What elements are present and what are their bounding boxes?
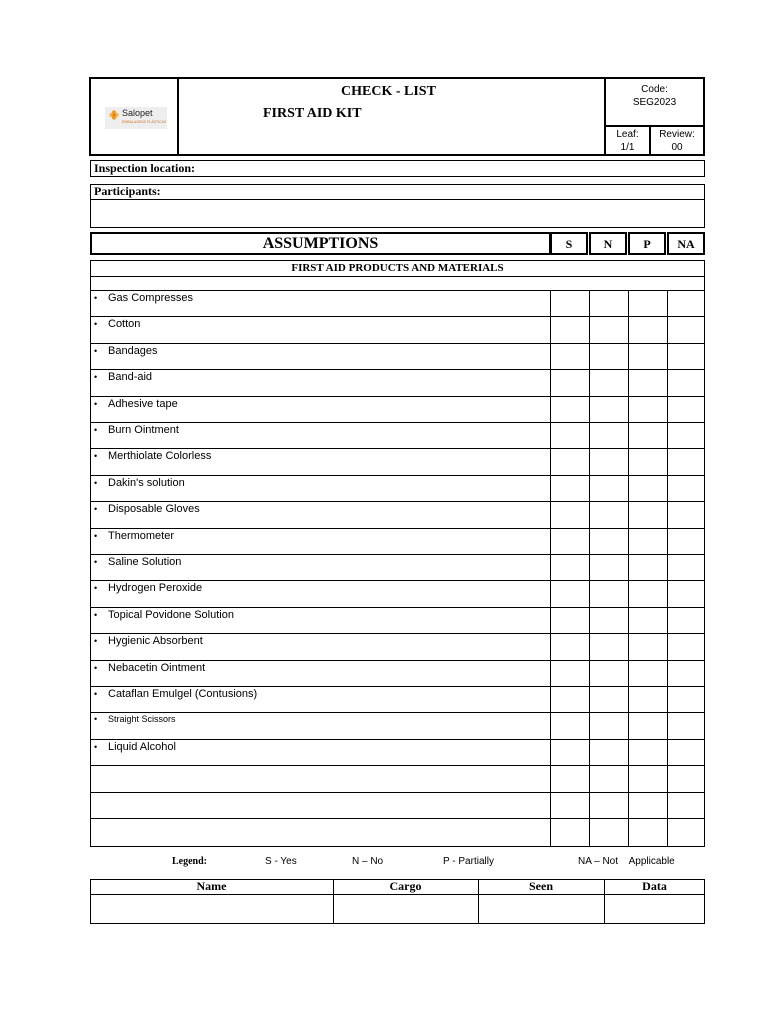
list-item-label: Gas Compresses bbox=[108, 292, 193, 304]
list-item bbox=[94, 662, 205, 674]
list-item bbox=[94, 398, 178, 410]
logo-tagline: EMBALAGENS PLÁSTICAS bbox=[122, 120, 167, 124]
check-cell-s[interactable] bbox=[551, 397, 588, 421]
check-cell-s[interactable] bbox=[551, 687, 588, 711]
check-cell-na[interactable] bbox=[668, 766, 705, 790]
bullet-icon: • bbox=[94, 742, 98, 752]
check-cell-p[interactable] bbox=[629, 581, 666, 605]
check-cell-na[interactable] bbox=[668, 793, 705, 817]
list-item-label: Nebacetin Ointment bbox=[108, 662, 206, 674]
bullet-icon: • bbox=[94, 478, 98, 488]
check-cell-p[interactable] bbox=[629, 423, 666, 447]
section-title: FIRST AID PRODUCTS AND MATERIALS bbox=[291, 262, 504, 274]
check-cell-s[interactable] bbox=[551, 344, 588, 368]
list-item-label: Disposable Gloves bbox=[108, 503, 200, 515]
check-cell-n[interactable] bbox=[590, 687, 627, 711]
review-cell bbox=[651, 127, 703, 154]
legend-s: S - Yes bbox=[265, 856, 297, 867]
check-cell-s[interactable] bbox=[551, 766, 588, 790]
check-cell-n[interactable] bbox=[590, 344, 627, 368]
list-item-label: Cataflan Emulgel (Contusions) bbox=[108, 688, 258, 700]
flower-logo-icon bbox=[109, 110, 119, 120]
check-cell-na[interactable] bbox=[668, 317, 705, 341]
check-cell-s[interactable] bbox=[551, 555, 588, 579]
list-item bbox=[94, 714, 176, 724]
section-divider bbox=[90, 276, 705, 277]
check-cell-na[interactable] bbox=[668, 423, 705, 447]
list-item-label: Merthiolate Colorless bbox=[108, 450, 212, 462]
review-value: 00 bbox=[671, 142, 683, 153]
col-header-na: NA bbox=[667, 232, 705, 255]
check-cell-na[interactable] bbox=[668, 581, 705, 605]
check-cell-n[interactable] bbox=[590, 634, 627, 658]
list-item bbox=[94, 292, 193, 304]
check-cell-na[interactable] bbox=[668, 502, 705, 526]
list-item bbox=[94, 688, 257, 700]
list-item-label: Dakin's solution bbox=[108, 477, 185, 489]
check-cell-p[interactable] bbox=[629, 766, 666, 790]
list-item bbox=[94, 556, 181, 568]
check-cell-p[interactable] bbox=[629, 317, 666, 341]
bullet-icon: • bbox=[94, 504, 98, 514]
check-cell-n[interactable] bbox=[590, 529, 627, 553]
bullet-icon: • bbox=[94, 425, 98, 435]
check-cell-p[interactable] bbox=[629, 793, 666, 817]
list-item-label: Burn Ointment bbox=[108, 424, 179, 436]
check-cell-n[interactable] bbox=[590, 740, 627, 764]
bullet-icon: • bbox=[94, 714, 98, 724]
leaf-cell bbox=[606, 127, 651, 154]
check-cell-s[interactable] bbox=[551, 502, 588, 526]
list-item-label: Liquid Alcohol bbox=[108, 741, 176, 753]
legend-label: Legend: bbox=[172, 856, 207, 867]
list-item-label: Saline Solution bbox=[108, 556, 182, 568]
document-title: CHECK - LIST bbox=[341, 84, 436, 99]
leaf-label: Leaf: bbox=[616, 129, 639, 140]
check-cell-na[interactable] bbox=[668, 687, 705, 711]
list-item bbox=[94, 424, 179, 436]
signoff-seen-field[interactable] bbox=[479, 894, 604, 924]
bullet-icon: • bbox=[94, 636, 98, 646]
list-item bbox=[94, 450, 211, 462]
check-cell-p[interactable] bbox=[629, 713, 666, 737]
list-item-label: Band-aid bbox=[108, 371, 153, 383]
list-item bbox=[94, 477, 185, 489]
check-cell-na[interactable] bbox=[668, 370, 705, 394]
check-cell-s[interactable] bbox=[551, 449, 588, 473]
check-cell-n[interactable] bbox=[590, 449, 627, 473]
bullet-icon: • bbox=[94, 372, 98, 382]
list-item-label: Topical Povidone Solution bbox=[108, 609, 234, 621]
title-cell bbox=[177, 79, 606, 154]
bullet-icon: • bbox=[94, 557, 98, 567]
check-cell-n[interactable] bbox=[590, 502, 627, 526]
check-cell-p[interactable] bbox=[629, 555, 666, 579]
legend-p: P - Partially bbox=[443, 856, 494, 867]
check-cell-n[interactable] bbox=[590, 819, 627, 843]
signoff-header-name: Name bbox=[196, 879, 227, 893]
list-item bbox=[94, 503, 200, 515]
bullet-icon: • bbox=[94, 451, 98, 461]
check-cell-s[interactable] bbox=[551, 423, 588, 447]
check-cell-na[interactable] bbox=[668, 819, 705, 843]
check-cell-p[interactable] bbox=[629, 819, 666, 843]
check-cell-p[interactable] bbox=[629, 608, 666, 632]
check-cell-p[interactable] bbox=[629, 397, 666, 421]
check-cell-n[interactable] bbox=[590, 793, 627, 817]
list-item-label: Adhesive tape bbox=[108, 398, 178, 410]
check-cell-n[interactable] bbox=[590, 608, 627, 632]
check-cell-p[interactable] bbox=[629, 291, 666, 315]
col-header-p: P bbox=[628, 232, 666, 255]
document-header bbox=[89, 77, 705, 156]
bullet-icon: • bbox=[94, 399, 98, 409]
legend-na: NA – Not Applicable bbox=[578, 856, 675, 867]
check-cell-s[interactable] bbox=[551, 370, 588, 394]
check-cell-p[interactable] bbox=[629, 687, 666, 711]
check-cell-p[interactable] bbox=[629, 344, 666, 368]
check-cell-na[interactable] bbox=[668, 529, 705, 553]
check-cell-na[interactable] bbox=[668, 449, 705, 473]
list-item-label: Straight Scissors bbox=[108, 714, 176, 724]
bullet-icon: • bbox=[94, 346, 98, 356]
check-cell-n[interactable] bbox=[590, 397, 627, 421]
bullet-icon: • bbox=[94, 610, 98, 620]
check-cell-n[interactable] bbox=[590, 581, 627, 605]
check-cell-n[interactable] bbox=[590, 317, 627, 341]
check-cell-na[interactable] bbox=[668, 661, 705, 685]
check-cell-na[interactable] bbox=[668, 634, 705, 658]
check-cell-p[interactable] bbox=[629, 449, 666, 473]
check-cell-p[interactable] bbox=[629, 476, 666, 500]
logo-brand: Salopet bbox=[122, 108, 153, 118]
check-cell-n[interactable] bbox=[590, 713, 627, 737]
list-item bbox=[94, 582, 202, 594]
list-item bbox=[94, 318, 140, 330]
list-item bbox=[94, 609, 234, 621]
signoff-header-seen: Seen bbox=[529, 879, 553, 893]
signoff-name-field[interactable] bbox=[90, 894, 334, 924]
check-cell-na[interactable] bbox=[668, 608, 705, 632]
participants-divider bbox=[90, 199, 705, 200]
list-item bbox=[94, 530, 174, 542]
document-subtitle: FIRST AID KIT bbox=[263, 106, 362, 121]
check-cell-p[interactable] bbox=[629, 740, 666, 764]
list-item-label: Hydrogen Peroxide bbox=[108, 582, 203, 594]
check-cell-s[interactable] bbox=[551, 529, 588, 553]
check-cell-n[interactable] bbox=[590, 766, 627, 790]
check-cell-s[interactable] bbox=[551, 608, 588, 632]
signoff-data-field[interactable] bbox=[605, 894, 705, 924]
bullet-icon: • bbox=[94, 663, 98, 673]
check-cell-s[interactable] bbox=[551, 581, 588, 605]
legend-n: N – No bbox=[352, 856, 384, 867]
check-cell-s[interactable] bbox=[551, 634, 588, 658]
list-item-label: Thermometer bbox=[108, 530, 175, 542]
check-cell-p[interactable] bbox=[629, 502, 666, 526]
code-label: Code: bbox=[641, 84, 668, 95]
list-item bbox=[94, 345, 158, 357]
check-cell-na[interactable] bbox=[668, 740, 705, 764]
logo-cell bbox=[91, 79, 179, 154]
signoff-header-cargo: Cargo bbox=[389, 879, 422, 893]
company-logo bbox=[105, 107, 167, 129]
check-cell-n[interactable] bbox=[590, 423, 627, 447]
inspection-location-label: Inspection location: bbox=[94, 161, 196, 175]
bullet-icon: • bbox=[94, 689, 98, 699]
list-item-label: Bandages bbox=[108, 345, 158, 357]
bullet-icon: • bbox=[94, 583, 98, 593]
review-label: Review: bbox=[659, 129, 695, 140]
check-cell-s[interactable] bbox=[551, 476, 588, 500]
participants-field[interactable] bbox=[90, 184, 705, 228]
check-cell-na[interactable] bbox=[668, 344, 705, 368]
check-cell-na[interactable] bbox=[668, 476, 705, 500]
check-cell-s[interactable] bbox=[551, 819, 588, 843]
check-cell-na[interactable] bbox=[668, 713, 705, 737]
check-cell-n[interactable] bbox=[590, 370, 627, 394]
participants-label: Participants: bbox=[94, 184, 161, 198]
list-item-label: Cotton bbox=[108, 318, 141, 330]
check-cell-s[interactable] bbox=[551, 291, 588, 315]
list-item bbox=[94, 371, 152, 383]
bullet-icon: • bbox=[94, 319, 98, 329]
check-cell-p[interactable] bbox=[629, 370, 666, 394]
check-cell-s[interactable] bbox=[551, 661, 588, 685]
code-value: SEG2023 bbox=[632, 97, 677, 108]
check-cell-na[interactable] bbox=[668, 397, 705, 421]
signoff-cargo-field[interactable] bbox=[334, 894, 478, 924]
check-cell-s[interactable] bbox=[551, 793, 588, 817]
check-cell-s[interactable] bbox=[551, 740, 588, 764]
check-cell-p[interactable] bbox=[629, 529, 666, 553]
check-cell-na[interactable] bbox=[668, 555, 705, 579]
check-cell-n[interactable] bbox=[590, 476, 627, 500]
check-cell-n[interactable] bbox=[590, 661, 627, 685]
check-cell-p[interactable] bbox=[629, 634, 666, 658]
check-cell-p[interactable] bbox=[629, 661, 666, 685]
check-cell-n[interactable] bbox=[590, 291, 627, 315]
list-item bbox=[94, 635, 203, 647]
signoff-header-data: Data bbox=[642, 879, 667, 893]
bullet-icon: • bbox=[94, 531, 98, 541]
list-item-label: Hygienic Absorbent bbox=[108, 635, 203, 647]
check-cell-na[interactable] bbox=[668, 291, 705, 315]
col-header-s: S bbox=[550, 232, 588, 255]
col-header-n: N bbox=[589, 232, 627, 255]
assumptions-title: ASSUMPTIONS bbox=[90, 232, 551, 255]
code-cell bbox=[606, 79, 703, 127]
check-cell-s[interactable] bbox=[551, 713, 588, 737]
check-cell-s[interactable] bbox=[551, 317, 588, 341]
list-item bbox=[94, 741, 176, 753]
leaf-value: 1/1 bbox=[620, 142, 635, 153]
bullet-icon: • bbox=[94, 293, 98, 303]
check-cell-n[interactable] bbox=[590, 555, 627, 579]
